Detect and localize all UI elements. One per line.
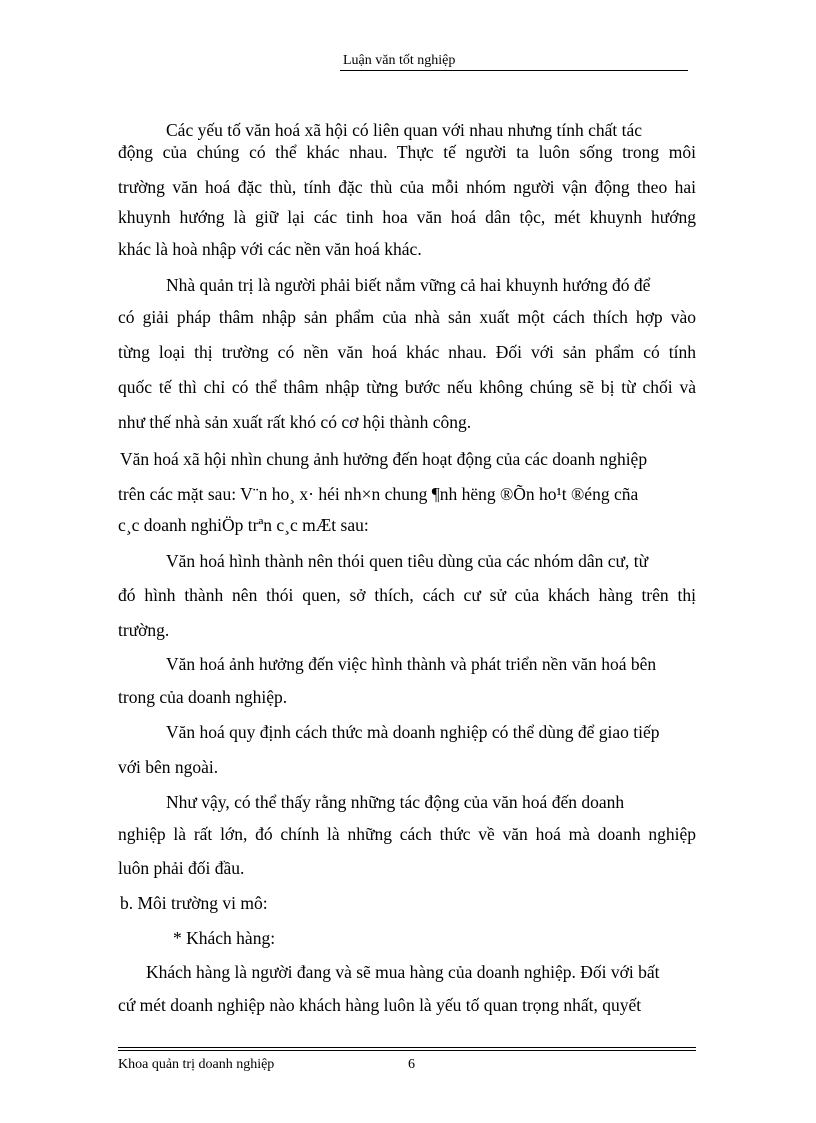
text-line: Văn hoá quy định cách thức mà doanh nghiệp có thể dùng để giao tiếp [166,722,660,742]
text-line: như thế nhà sản xuất rất khó có cơ hội thành công. [118,412,472,432]
subsection-heading: * Khách hàng: [173,928,276,948]
text-line: luôn phải đối đầu. [118,858,245,878]
text-line: Nhà quản trị là người phải biết nắm vững cả hai khuynh hướng đó để [166,275,651,295]
text-line: đó hình thành nên thói quen, sở thích, cách cư sử của khách hàng trên thị [118,585,696,605]
text-line: từng loại thị trường có nền văn hoá khác nhau. Đối với sản phẩm có tính [118,342,696,362]
text-line: Văn hoá xã hội nhìn chung ảnh hưởng đến hoạt động của các doanh nghiệp [120,449,648,469]
text-line: Văn hoá hình thành nên thói quen tiêu dùng của các nhóm dân cư, từ [166,551,649,571]
text-line: có giải pháp thâm nhập sản phẩm của nhà sản xuất một cách thích hợp vào [118,307,696,327]
text-line: trong của doanh nghiệp. [118,687,288,707]
footer-rule [118,1047,696,1053]
text-line: động của chúng có thể khác nhau. Thực tế người ta luôn sống trong môi [118,142,696,162]
text-line: c¸c doanh nghiÖp trªn c¸c mÆt sau: [118,515,369,535]
page-header: Luận văn tốt nghiệp [340,52,688,71]
text-line: cứ mét doanh nghiệp nào khách hàng luôn là yếu tố quan trọng nhất, quyết [118,995,642,1015]
page-number: 6 [408,1057,415,1072]
text-line: trường. [118,620,170,640]
text-line: Các yếu tố văn hoá xã hội có liên quan với nhau nhưng tính chất tác [166,120,643,140]
section-heading: b. Môi trường vi mô: [120,893,268,913]
text-line: khuynh hướng là giữ lại các tinh hoa văn hoá dân tộc, mét khuynh hướng [118,207,696,227]
text-line: Khách hàng là người đang và sẽ mua hàng của doanh nghiệp. Đối với bất [146,962,660,982]
text-line: trên các mặt sau: V¨n ho¸ x· héi nh×n chung ¶nh hëng ®Õn ho¹t ®éng cña [118,484,639,504]
text-line: trường văn hoá đặc thù, tính đặc thù của mỗi nhóm người vận động theo hai [118,177,696,197]
text-line: Như vậy, có thể thấy rằng những tác động của văn hoá đến doanh [166,792,625,812]
page-footer [118,1056,696,1074]
footer-department: Khoa quản trị doanh nghiệp [118,1057,275,1072]
text-line: quốc tế thì chỉ có thể thâm nhập từng bước nếu không chúng sẽ bị từ chối và [118,377,696,397]
text-line: khác là hoà nhập với các nền văn hoá khác. [118,239,422,259]
text-line: với bên ngoài. [118,757,219,777]
text-line: nghiệp là rất lớn, đó chính là những cách thức về văn hoá mà doanh nghiệp [118,824,696,844]
text-line: Văn hoá ảnh hưởng đến việc hình thành và phát triển nền văn hoá bên [166,654,657,674]
